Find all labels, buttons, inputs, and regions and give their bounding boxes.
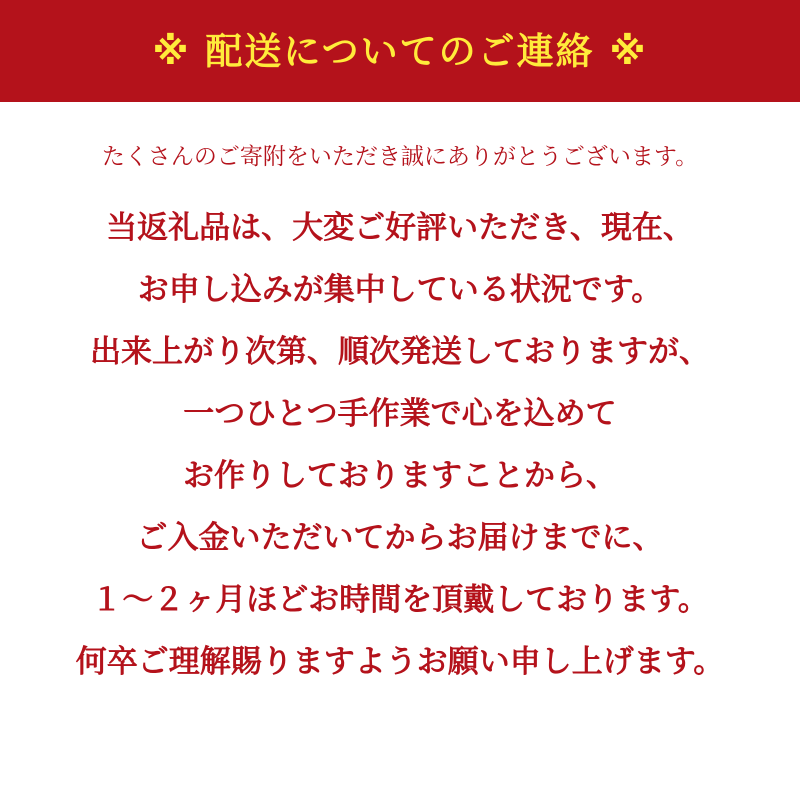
message-line: 出来上がり次第、順次発送しておりますが、 (90, 334, 710, 370)
thanks-line: たくさんのご寄附をいただき誠にありがとうございます。 (101, 144, 699, 170)
banner-title: ※ 配送についてのご連絡 ※ (152, 29, 648, 73)
message-line: 何卒ご理解賜りますようお願い申し上げます。 (75, 644, 725, 680)
message-block (76, 197, 725, 693)
message-line: お作りしておりますことから、 (183, 458, 617, 494)
notice-banner (0, 0, 800, 102)
message-line: 当返礼品は、大変ご好評いただき、現在、 (106, 210, 694, 246)
notice-body (0, 102, 800, 800)
message-line: お申し込みが集中している状況です。 (137, 272, 663, 308)
message-line: 一つひとつ手作業で心を込めて (183, 396, 617, 432)
message-line: １～２ヶ月ほどお時間を頂戴しております。 (91, 582, 709, 618)
message-line: ご入金いただいてからお届けまでに、 (136, 520, 664, 556)
